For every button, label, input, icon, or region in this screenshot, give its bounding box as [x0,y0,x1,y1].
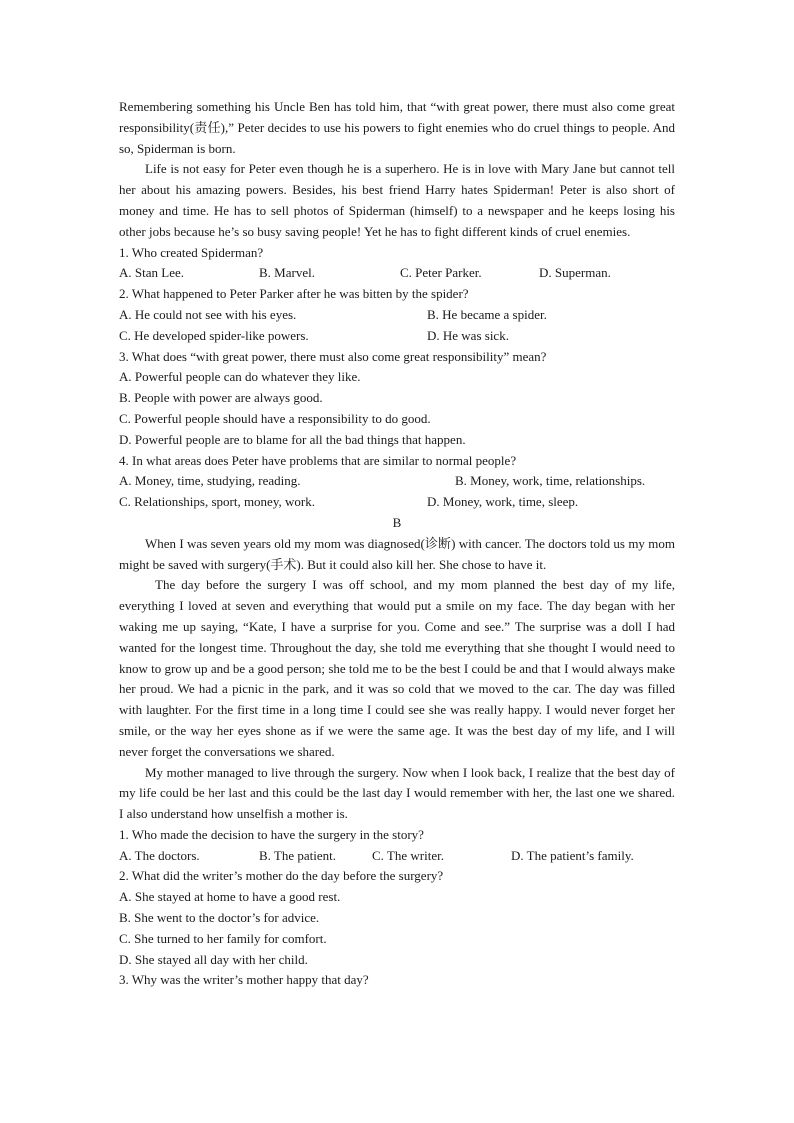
question-b1-options [119,846,675,867]
option-b: B. She went to the doctor’s for advice. [119,910,320,926]
question-a1-options [119,263,675,284]
option-b: B. The patient. [259,847,337,863]
option-a: A. Powerful people can do whatever they like. [119,369,361,385]
option-b: B. He became a spider. [427,306,547,322]
question-a2: 2. What happened to Peter Parker after he was bitten by the spider? [119,286,469,302]
option-d: D. The patient’s family. [511,847,634,863]
option-d: D. Money, work, time, sleep. [427,494,579,510]
question-b1: 1. Who made the decision to have the surgery in the story? [119,826,424,842]
passage-b-paragraph-2: The day before the surgery I was off school, and my mom planned the best day of my life, everything I loved at seven and everything that would put a smile on my face. The day began with her waking me up saying, “Kate, I have a surprise for you. Come and see.” The surprise was a doll I had wanted for the longest time. Throughout the day, she told me everything that she thought I would need to know to grow up and be a good person; she told me to be the best I could be and that I would always make her proud. We had a picnic in the park, and it was so cold that we moved to the car. The day was filled with laughter. For the first time in a long time I could see she was really happy. I would never forget her smile, or the way her eyes shone as if we were the same age. It was the best day of my life, and I will never forget the conversations we shared. [119,577,675,759]
option-a: A. She stayed at home to have a good rest. [119,889,341,905]
document-content [119,97,675,991]
question-a3: 3. What does “with great power, there must also come great responsibility” mean? [119,348,547,364]
option-c: C. Peter Parker. [400,265,482,281]
option-d: D. Superman. [539,265,611,281]
option-b: B. Marvel. [259,265,315,281]
option-b: B. People with power are always good. [119,390,323,406]
question-b3: 3. Why was the writer’s mother happy that day? [119,972,369,988]
passage-a-paragraph-2: Life is not easy for Peter even though he is a superhero. He is in love with Mary Jane but cannot tell her about his amazing powers. Besides, his best friend Harry hates Spiderman! Peter is also short of money and time. He has to sell photos of Spiderman (himself) to a newspaper and he keeps losing his other jobs because he’s so busy saving people! Yet he has to fight different kinds of cruel enemies. [119,161,675,239]
option-c: C. He developed spider-like powers. [119,327,309,343]
option-c: C. The writer. [372,847,444,863]
section-b-heading: B [392,514,402,530]
passage-b-paragraph-1: When I was seven years old my mom was diagnosed(诊断) with cancer. The doctors told us my mom might be saved with surgery(手术). But it could also kill her. She chose to have it. [119,535,675,572]
question-a1: 1. Who created Spiderman? [119,244,264,260]
question-a2-options-row1 [119,305,675,326]
question-a4-options-row2 [119,492,675,513]
passage-b-paragraph-3: My mother managed to live through the surgery. Now when I look back, I realize that the best day of my life could be her last and this could be the last day I would remember with her, the last one we shared. I also understand how unselfish a mother is. [119,764,675,822]
option-a: A. Money, time, studying, reading. [119,473,301,489]
option-c: C. Relationships, sport, money, work. [119,494,315,510]
option-c: C. She turned to her family for comfort. [119,930,327,946]
question-a2-options-row2 [119,326,675,347]
option-d: D. Powerful people are to blame for all the bad things that happen. [119,431,466,447]
option-c: C. Powerful people should have a responsibility to do good. [119,410,431,426]
question-a4: 4. In what areas does Peter have problems that are similar to normal people? [119,452,517,468]
question-a4-options-row1 [119,471,675,492]
option-a: A. Stan Lee. [119,265,184,281]
passage-a-paragraph-1: Remembering something his Uncle Ben has told him, that “with great power, there must also come great responsibility(责任),” Peter decides to use his powers to fight enemies who do cruel things to people. And so, Spiderman is born. [119,99,675,156]
option-a: A. The doctors. [119,847,200,863]
option-d: D. He was sick. [427,327,509,343]
option-d: D. She stayed all day with her child. [119,951,308,967]
question-b2: 2. What did the writer’s mother do the day before the surgery? [119,868,444,884]
option-a: A. He could not see with his eyes. [119,306,297,322]
option-b: B. Money, work, time, relationships. [455,473,646,489]
